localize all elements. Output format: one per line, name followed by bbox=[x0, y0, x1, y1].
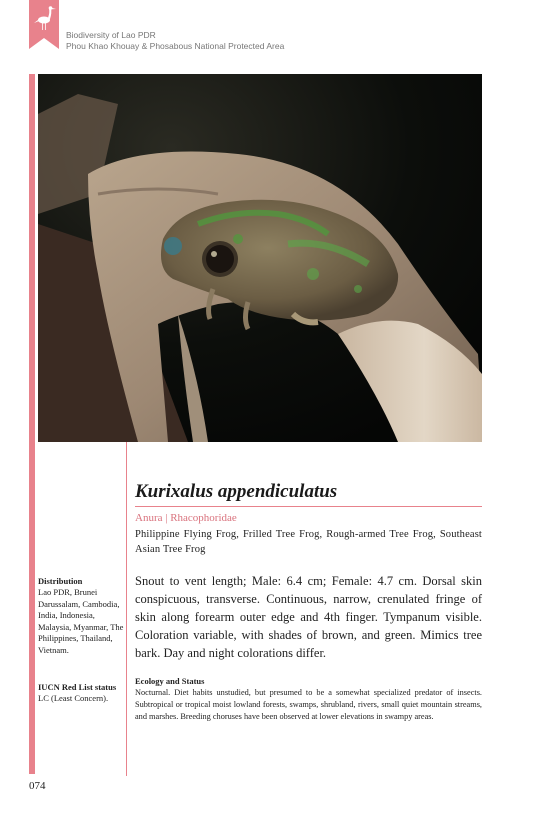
bird-bookmark-icon bbox=[29, 0, 59, 49]
column-divider bbox=[126, 442, 127, 776]
header-subtitle: Phou Khao Khouay & Phosabous National Protected Area bbox=[66, 41, 285, 51]
title-rule bbox=[135, 506, 482, 507]
status-text: LC (Least Concern). bbox=[38, 693, 109, 703]
accent-bar bbox=[29, 74, 35, 774]
ecology-text: Nocturnal. Diet habits unstudied, but presumed to be a somewhat specialized predator of insects. Subtropical or tropical moist lowland forests, swamps, shrubland, rivers, small quiet mountain streams, and marshes. Breeding choruses have been observed at lower elevations in swampy areas. bbox=[135, 688, 482, 722]
species-description: Snout to vent length; Male: 6.4 cm; Female: 4.7 cm. Dorsal skin conspicuous, transverse. Continuous, narrow, crenulated fringe of skin along forearm outer edge and 4th finger. Tympanum visible. Coloration variable, with shades of brown, and green. Mimics tree bark. Day and night colorations differ. bbox=[135, 574, 482, 660]
ecology-heading: Ecology and Status bbox=[135, 676, 205, 686]
status-heading: IUCN Red List status bbox=[38, 682, 117, 692]
distribution-heading: Distribution bbox=[38, 576, 83, 586]
distribution-text: Lao PDR, Brunei Darussalam, Cambodia, India, Indonesia, Malaysia, Myanmar, The Philippines, Thailand, Vietnam. bbox=[38, 587, 124, 655]
species-name: Kurixalus appendiculatus bbox=[135, 481, 338, 502]
page-number: 074 bbox=[29, 780, 46, 792]
common-names: Philippine Flying Frog, Frilled Tree Frog, Rough-armed Tree Frog, Southeast Asian Tree Frog bbox=[135, 529, 482, 555]
frog-photo bbox=[38, 74, 482, 442]
taxonomy-label: Anura | Rhacophoridae bbox=[135, 512, 237, 524]
header-title: Biodiversity of Lao PDR bbox=[66, 30, 156, 40]
